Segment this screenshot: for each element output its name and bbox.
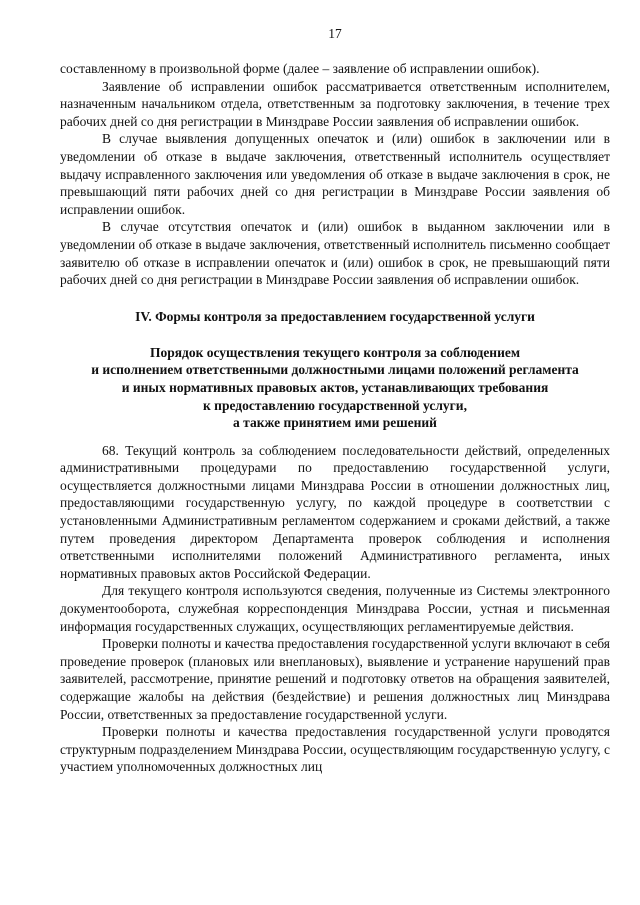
paragraph-error-correction-review: Заявление об исправлении ошибок рассматривается ответственным исполнителем, назначенным начальником отдела, ответственным за подготовку заключения, в течение трех рабочих дней со дня регистрации в Минздраве России заявления об исправлении ошибок. — [60, 78, 610, 129]
section-heading: IV. Формы контроля за предоставлением государственной услуги — [135, 308, 535, 324]
subsection-heading — [60, 344, 610, 432]
page-number: 17 — [328, 26, 342, 41]
subsection-heading-line: к предоставлению государственной услуги, — [203, 397, 467, 413]
subsection-heading-line: и исполнением ответственными должностными лицами положений регламента — [91, 362, 579, 378]
subsection-heading-line: а также принятием ими решений — [233, 415, 437, 431]
paragraph-68-current-control: 68. Текущий контроль за соблюдением последовательности действий, определенных административными процедурами по предоставлению государственной услуги, осуществляется должностными лицами Минздрава России в отношении должностных лиц, предоставляющими государственную услугу, по каждой процедуре в соответствии с установленными Административным регламентом содержанием и сроками действий, а также путем проведения директором Департамента проверок соблюдения и исполнения ответственными исполнителями положений Административного регламента, иных нормативных правовых актов Российской Федерации. — [60, 442, 610, 581]
subsection-heading-line: Порядок осуществления текущего контроля за соблюдением — [149, 344, 521, 360]
paragraph-continuation: составленному в произвольной форме (далее – заявление об исправлении ошибок). — [60, 61, 540, 76]
paragraph-errors-detected: В случае выявления допущенных опечаток и (или) ошибок в заключении или в уведомлении об отказе в выдаче заключения, ответственный исполнитель осуществляет выдачу исправленного заключения или уведомления об отказе в выдаче заключения в срок, не превышающий пяти рабочих дней со дня регистрации в Минздраве России заявления об исправлении ошибок. — [60, 131, 610, 217]
paragraph-inspections-conducted: Проверки полноты и качества предоставления государственной услуги проводятся структурным подразделением Минздрава России, осуществляющим государственную услугу, с участием уполномоченных должностных лиц — [60, 724, 610, 775]
paragraph-control-sources: Для текущего контроля используются сведения, полученные из Системы электронного документооборота, служебная корреспонденция Минздрава России, устная и письменная информация государственных служащих, осуществляющих регламентируемые действия. — [60, 583, 610, 634]
subsection-heading-line: и иных нормативных правовых актов, устанавливающих требования — [121, 379, 549, 395]
paragraph-errors-absent: В случае отсутствия опечаток и (или) ошибок в выданном заключении или в уведомлении об отказе в выдаче заключения, ответственный исполнитель письменно сообщает заявителю об отказе в исправлении опечаток и (или) ошибок в срок, не превышающий пяти рабочих дней со дня регистрации в Минздраве России заявления об исправлении ошибок. — [60, 219, 610, 288]
paragraph-inspections-include: Проверки полноты и качества предоставления государственной услуги включают в себя проведение проверок (плановых или внеплановых), выявление и устранение нарушений прав заявителей, рассмотрение, принятие решений и подготовку ответов на обращения заявителей, содержащие жалобы на действия (бездействие) и решения должностных лиц Минздрава России, ответственных за предоставление государственной услуги. — [60, 636, 610, 722]
